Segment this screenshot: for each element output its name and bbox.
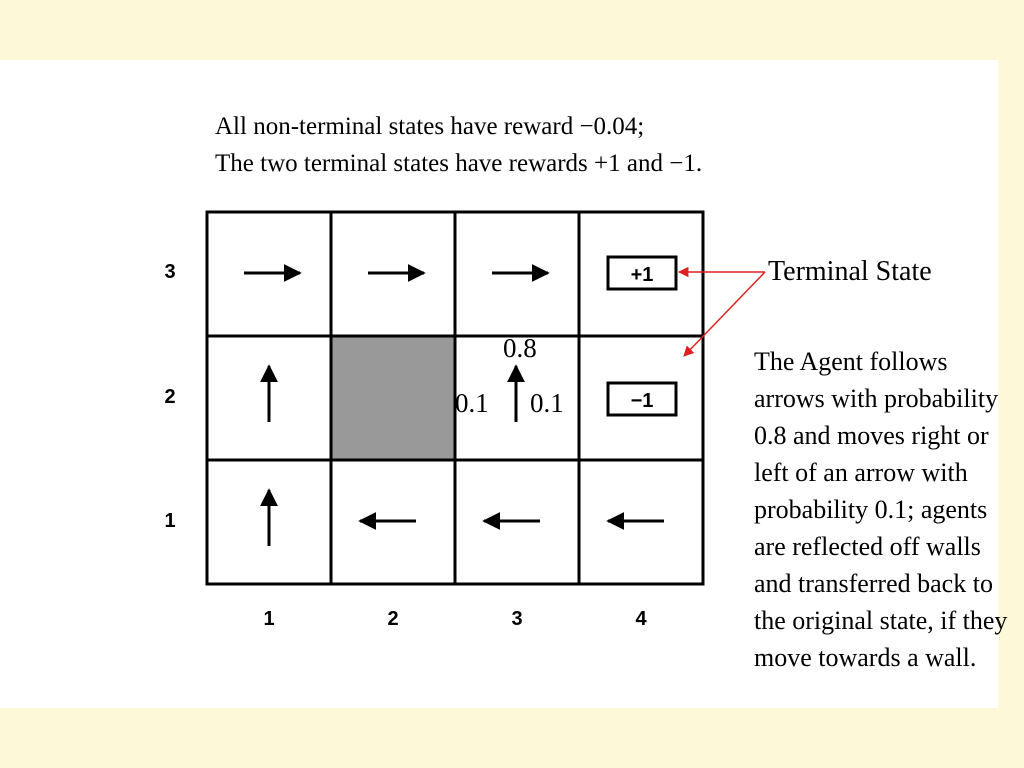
agent-description xyxy=(754,343,1024,676)
description-line: are reflected off walls xyxy=(754,532,981,561)
reward-caption-line-1: All non-terminal states have reward −0.04; xyxy=(215,113,645,140)
description-line: probability 0.1; agents xyxy=(754,495,988,524)
terminal-state-label: Terminal State xyxy=(768,256,932,287)
right-probability: 0.1 xyxy=(530,388,564,418)
col-label-1: 1 xyxy=(263,608,275,630)
forward-probability: 0.8 xyxy=(503,333,537,363)
terminal-plus-box xyxy=(608,257,676,289)
description-line: left of an arrow with xyxy=(754,458,968,487)
description-line: arrows with probability xyxy=(754,384,999,413)
description-line: the original state, if they xyxy=(754,606,1008,635)
reward-caption-line-2: The two terminal states have rewards +1 and −1. xyxy=(215,150,703,177)
col-label-4: 4 xyxy=(635,608,647,630)
description-line: The Agent follows xyxy=(754,347,948,376)
terminal-pointer-arrow-2 xyxy=(684,272,765,356)
description-line: and transferred back to xyxy=(754,569,993,598)
col-label-3: 3 xyxy=(511,608,523,630)
terminal-minus-box xyxy=(608,383,676,415)
description-line: 0.8 and moves right or xyxy=(754,421,989,450)
terminal-minus-value: −1 xyxy=(630,390,654,412)
col-label-2: 2 xyxy=(387,608,399,630)
left-probability: 0.1 xyxy=(455,388,489,418)
row-label-1: 1 xyxy=(164,510,176,532)
row-label-2: 2 xyxy=(164,386,176,408)
terminal-plus-value: +1 xyxy=(630,264,654,286)
wall-cell xyxy=(331,336,455,460)
row-label-3: 3 xyxy=(164,261,176,283)
description-line: move towards a wall. xyxy=(754,643,977,672)
